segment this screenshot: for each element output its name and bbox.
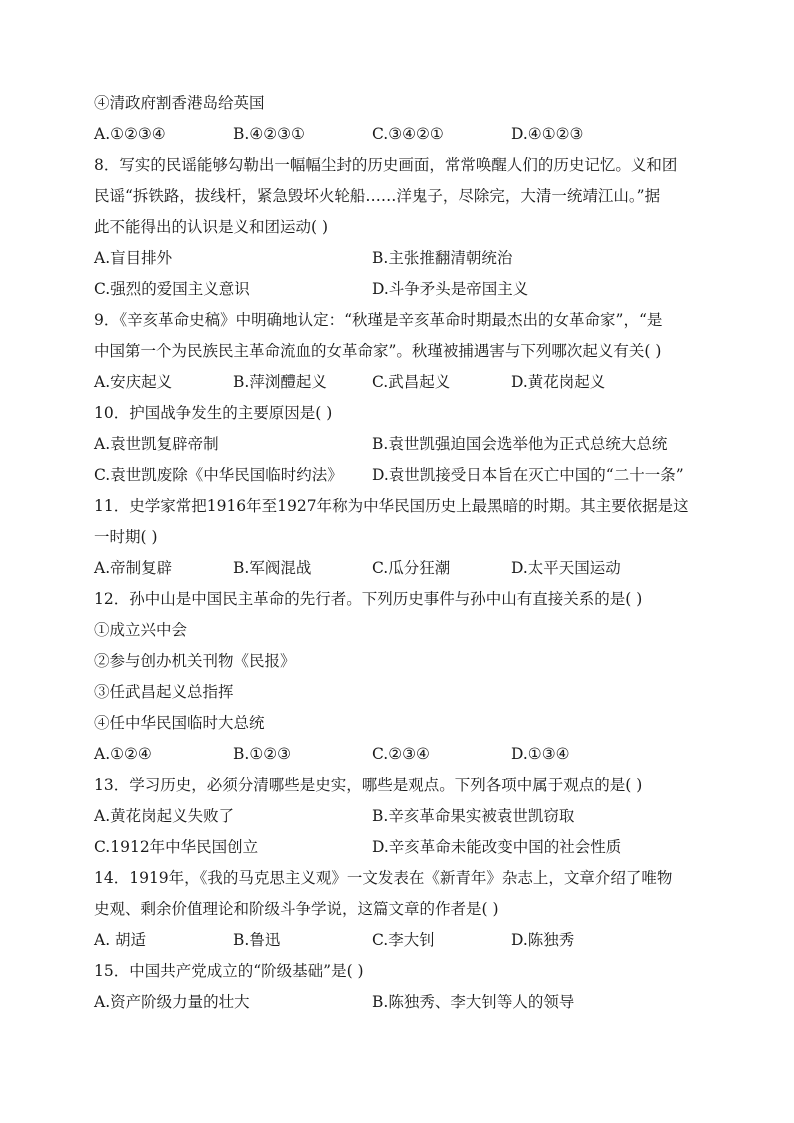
q7-option-b[interactable]: B.④②③① bbox=[233, 125, 305, 143]
q13-stem: 13．学习历史，必须分清哪些是史实，哪些是观点。下列各项中属于观点的是( ) bbox=[94, 776, 643, 794]
q12-option-c[interactable]: C.②③④ bbox=[372, 745, 430, 763]
q15-stem: 15．中国共产党成立的“阶级基础”是( ) bbox=[94, 962, 364, 980]
q9-options bbox=[94, 367, 694, 398]
q10-options-row-2 bbox=[94, 460, 694, 491]
q8-stem-line-2: 民谣“拆铁路，拔线杆，紧急毁坏火轮船……洋鬼子，尽除完，大清一统靖江山。”据 bbox=[94, 187, 661, 205]
q12-option-a[interactable]: A.①②④ bbox=[94, 745, 152, 763]
q12-option-b[interactable]: B.①②③ bbox=[233, 745, 292, 763]
q11-stem-line-2: 一时期( ) bbox=[94, 528, 158, 546]
q10-stem: 10．护国战争发生的主要原因是( ) bbox=[94, 404, 333, 422]
q7-option-d[interactable]: D.④①②③ bbox=[511, 125, 584, 143]
q15-options-row-1 bbox=[94, 987, 694, 1018]
q11-options bbox=[94, 553, 694, 584]
q10-option-c[interactable]: C.袁世凯废除《中华民国临时约法》 bbox=[94, 466, 343, 484]
q14-option-a[interactable]: A. 胡适 bbox=[94, 931, 147, 949]
q14-stem-line-2: 史观、剩余价值理论和阶级斗争学说，这篇文章的作者是( ) bbox=[94, 900, 499, 918]
q13-option-d[interactable]: D.辛亥革命未能改变中国的社会性质 bbox=[372, 838, 622, 856]
q12-item-1: ①成立兴中会 bbox=[94, 621, 188, 639]
q10-options-row-1 bbox=[94, 429, 694, 460]
q8-option-d[interactable]: D.斗争矛头是帝国主义 bbox=[372, 280, 529, 298]
q7-item-4: ④清政府割香港岛给英国 bbox=[94, 94, 265, 112]
q15-option-b[interactable]: B.陈独秀、李大钊等人的领导 bbox=[372, 993, 575, 1011]
q11-option-a[interactable]: A.帝制复辟 bbox=[94, 559, 173, 577]
exam-page bbox=[94, 88, 694, 1018]
q15-option-a[interactable]: A.资产阶级力量的壮大 bbox=[94, 993, 250, 1011]
q11-option-b[interactable]: B.军阀混战 bbox=[233, 559, 312, 577]
q9-option-c[interactable]: C.武昌起义 bbox=[372, 373, 451, 391]
q12-options bbox=[94, 739, 694, 770]
q12-option-d[interactable]: D.①③④ bbox=[511, 745, 570, 763]
q7-options bbox=[94, 119, 694, 150]
q8-options-row-2 bbox=[94, 274, 694, 305]
q10-option-b[interactable]: B.袁世凯强迫国会选举他为正式总统大总统 bbox=[372, 435, 668, 453]
q8-stem-line-1: 8．写实的民谣能够勾勒出一幅幅尘封的历史画面，常常唤醒人们的历史记忆。义和团 bbox=[94, 156, 678, 174]
q8-options-row-1 bbox=[94, 243, 694, 274]
q9-option-b[interactable]: B.萍浏醴起义 bbox=[233, 373, 327, 391]
q13-options-row-2 bbox=[94, 832, 694, 863]
q12-item-2: ②参与创办机关刊物《民报》 bbox=[94, 652, 296, 670]
q13-option-c[interactable]: C.1912年中华民国创立 bbox=[94, 838, 259, 856]
q9-option-a[interactable]: A.安庆起义 bbox=[94, 373, 173, 391]
q14-stem-line-1: 14．1919年，《我的马克思主义观》一文发表在《新青年》杂志上，文章介绍了唯物 bbox=[94, 869, 673, 887]
q12-item-4: ④任中华民国临时大总统 bbox=[94, 714, 265, 732]
q12-stem: 12．孙中山是中国民主革命的先行者。下列历史事件与孙中山有直接关系的是( ) bbox=[94, 590, 643, 608]
q8-stem-line-3: 此不能得出的认识是义和团运动( ) bbox=[94, 218, 329, 236]
q13-option-b[interactable]: B.辛亥革命果实被袁世凯窃取 bbox=[372, 807, 575, 825]
q11-option-c[interactable]: C.瓜分狂潮 bbox=[372, 559, 451, 577]
q14-option-c[interactable]: C.李大钊 bbox=[372, 931, 435, 949]
q8-option-c[interactable]: C.强烈的爱国主义意识 bbox=[94, 280, 250, 298]
q8-option-b[interactable]: B.主张推翻清朝统治 bbox=[372, 249, 513, 267]
q13-option-a[interactable]: A.黄花岗起义失败了 bbox=[94, 807, 235, 825]
q9-stem-line-2: 中国第一个为民族民主革命流血的女革命家”。秋瑾被捕遇害与下列哪次起义有关( ) bbox=[94, 342, 662, 360]
q12-item-3: ③任武昌起义总指挥 bbox=[94, 683, 234, 701]
q14-options bbox=[94, 925, 694, 956]
q7-option-c[interactable]: C.③④②① bbox=[372, 125, 444, 143]
q9-option-d[interactable]: D.黄花岗起义 bbox=[511, 373, 606, 391]
q14-option-b[interactable]: B.鲁迅 bbox=[233, 931, 281, 949]
q9-stem-line-1: 9．《辛亥革命史稿》中明确地认定：“秋瑾是辛亥革命时期最杰出的女革命家”，“是 bbox=[94, 311, 663, 329]
q10-option-d[interactable]: D.袁世凯接受日本旨在灭亡中国的“二十一条” bbox=[372, 466, 684, 484]
q7-option-a[interactable]: A.①②③④ bbox=[94, 125, 166, 143]
q11-option-d[interactable]: D.太平天国运动 bbox=[511, 559, 621, 577]
q14-option-d[interactable]: D.陈独秀 bbox=[511, 931, 575, 949]
q13-options-row-1 bbox=[94, 801, 694, 832]
q8-option-a[interactable]: A.盲目排外 bbox=[94, 249, 173, 267]
q11-stem-line-1: 11．史学家常把1916年至1927年称为中华民国历史上最黑暗的时期。其主要依据是这 bbox=[94, 497, 689, 515]
q10-option-a[interactable]: A.袁世凯复辟帝制 bbox=[94, 435, 219, 453]
